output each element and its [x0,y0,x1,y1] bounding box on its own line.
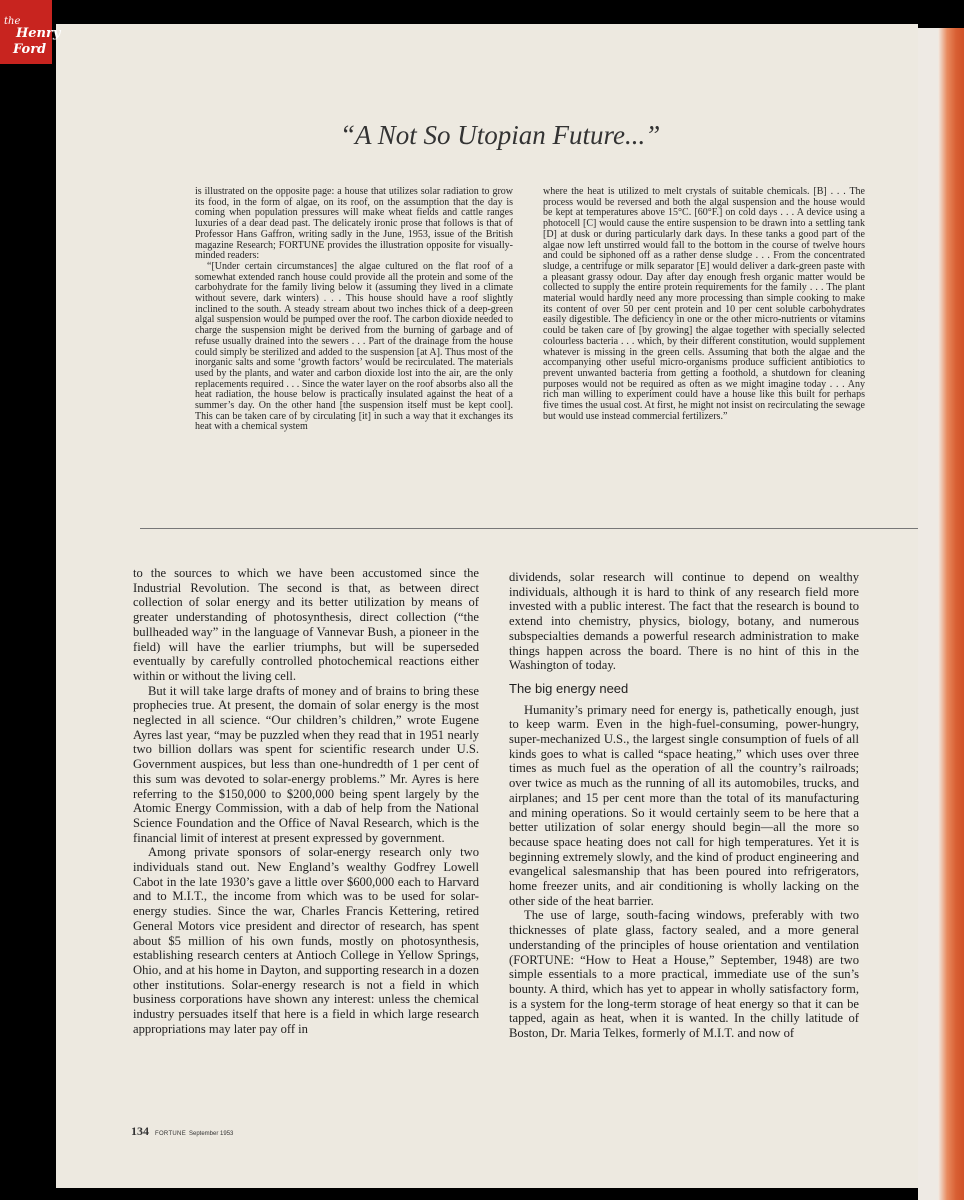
article-title: “A Not So Utopian Future...” [340,120,661,150]
page-footer [131,1122,233,1140]
quote-paragraph: is illustrated on the opposite page: a house that utilizes solar radiation to grow its food, in the form of algae, on its roof, on the assumption that the day is coming when population pressures will make wheat fields and cattle ranges luxuries of a dear dead past. The delicately ironic prose that follows is that of Professor Hans Gaffron, writing sadly in the June, 1953, issue of the British magazine Research; FORTUNE provides the illustration opposite for visually-minded readers: [195,186,513,262]
quote-paragraph: where the heat is utilized to melt crystals of suitable chemicals. [B] . . . The process would be reversed and both the algal suspension and the house would be kept at temperatures above 15°C. [60°F.] on cold days . . . A device using a photocell [C] would cause the entire suspension to be drawn into a settling tank [D] at dusk or during particularly dark days. In these tanks a good part of the algae now left unstirred would fall to the bottom in the course of twelve hours and could be siphoned off as a rather dense sludge . . . From the concentrated sludge, a centrifuge or milk separator [E] would deliver a dark-green paste with a pleasant grassy odour. Day after day enough fresh organic matter would be collected to supply the entire protein requirements for the family . . . The plant material would hardly need any more processing than simple cooking to make its content of over 50 per cent protein and 10 per cent soluble carbohydrates easily digestible. The deficiency in one or the other micro-nutrients or vitamins could be taken care of [by growing] the algae together with specially selected colourless bacteria . . . which, by their different constitution, would supplement whatever is missing in the green cells. Assuming that both the algae and the accompanying other useful micro-organisms produce sufficient antibiotics to prevent unwanted bacteria from getting a foothold, a shutdown for cleaning purposes would not be required as often as we might imagine today . . . Any rich man willing to experiment could have a house like this built for perhaps five times the usual cost. At first, he might not insist on recirculating the sewage but would use instead commercial fertilizers.” [543,186,865,422]
page-number: 134 [131,1124,149,1138]
body-paragraph: But it will take large drafts of money and of brains to bring these prophecies true. At present, the domain of solar energy is the most neglected in all science. “Our children’s children,” wrote Eugene Ayres last year, “may be puzzled when they read that in 1951 nearly two billion dollars was spent for scientific research under U.S. Government auspices, but less than one-hundredth of 1 per cent of this sum was devoted to solar-energy problems.” Mr. Ayres is here referring to the $150,000 to $200,000 being spent largely by the Atomic Energy Commission, with a dab of help from the National Science Foundation and the Office of Naval Research, which is the financial limit of interest at present expressed by government. [133,683,479,845]
quote-column-left [195,187,513,433]
quote-paragraph: “[Under certain circumstances] the algae cultured on the flat roof of a somewhat extended ranch house could provide all the protein and some of the carbohydrate for the family living below it (assuming they lived in a climate without severe, dark winters) . . . This house should have a roof slightly inclined to the south. A steady stream about two inches thick of a deep-green algal suspension would be pumped over the roof. The carbon dioxide needed to charge the suspension might be derived from the burning of garbage and of refuse usually drained into the sewers . . . Part of the drainage from the house could simply be sterilized and added to the suspension [at A]. Thus most of the inorganic salts and some ‘growth factors’ would be recirculated. The materials used by the plants, and water and carbon dioxide lost into the air, are the only replacements required . . . Since the water layer on the roof absorbs also all the heat radiation, the house below is practically insulated against the heat of a summer’s day. On the other hand [the suspension itself must be kept cool]. This can be taken care of by circulating [it] in such a way that it exchanges its heat with a chemical system [195,260,513,433]
logo-line-ford: Ford [13,42,47,57]
issue-date: September 1953 [189,1131,234,1137]
section-divider [140,528,918,529]
quote-column-right [543,187,865,422]
magazine-name: FORTUNE [155,1131,186,1137]
body-column-left [133,566,479,1037]
section-subhead: The big energy need [509,680,629,696]
body-paragraph: The use of large, south-facing windows, preferably with two thicknesses of plate glass, factory sealed, and a more general understanding of the principles of house orientation and ventilation (FORTUNE: “How to Heat a House,” September, 1948) are two simple essentials to a more practical, immediate use of the sun’s bounty. A third, which has yet to appear in wholly satisfactory form, is a system for the long-term storage of heat energy so that it can be tapped, again as heat, when it is wanted. In the chilly latitude of Boston, Dr. Maria Telkes, formerly of M.I.T. and now of [509,908,859,1041]
body-paragraph: dividends, solar research will continue to depend on wealthy individuals, although it is hard to think of any research field more invested with a public interest. The fact that the research is bound to extend into chemistry, physics, biology, botany, and numerous subspecialties demands a powerful research administration to make things happen across the board. There is no hint of this in the Washington of today. [509,570,859,673]
body-paragraph: Among private sponsors of solar-energy research only two individuals stand out. New England’s wealthy Godfrey Lowell Cabot in the late 1930’s gave a little over $600,000 each to Harvard and to M.I.T., the income from which was to be used for solar-energy studies. Since the war, Charles Francis Kettering, retired General Motors vice president and director of research, has spent about $5 million of his own funds, mostly on photosynthesis, establishing research centers at Antioch College in Yellow Springs, Ohio, and at his home in Dayton, and supporting research in a dozen other institutions. Solar-energy research is not a field in which business corporations have shown any interest: unless the chemical industry persuades itself that here is a field in which large research appropriations may later pay off in [133,845,479,1036]
body-paragraph: to the sources to which we have been accustomed since the Industrial Revolution. The second is that, as between direct collection of solar energy and its better utilization by means of greater understanding of photosynthesis, direct collection (“the bullheaded way” in the language of Vannevar Bush, a pioneer in the field) will have the earlier triumphs, but will be superseded eventually by carefully controlled photochemical reactions either within or without the living cell. [133,566,479,683]
logo-line-henry: Henry [16,26,61,41]
facing-page-edge [918,28,964,1200]
body-paragraph: Humanity’s primary need for energy is, pathetically enough, just to keep warm. Even in the high-fuel-consuming, power-hungry, super-mechanized U.S., the largest single consumption of fuels of all kinds goes to what is called “space heating,” which uses over three times as much fuel as the operation of all the country’s railroads; over twice as much as the running of all its automobiles, trucks, and airplanes; and 15 per cent more than the total of its manufacturing and mining operations. So it would certainly seem to be here that a better utilization of solar energy should begin—all the more so because space heating does not call for high temperatures. Yet it is beginning extremely slowly, and the kind of product engineering and evangelical salesmanship that has been poured into refrigerators, home freezer units, and air conditioning is wholly lacking on the other side of the heat barrier. [509,702,859,908]
body-column-right [509,570,859,1041]
logo-line-the: the [4,16,21,27]
henry-ford-logo [0,0,61,64]
facing-page-illustration-edge [938,28,964,1200]
